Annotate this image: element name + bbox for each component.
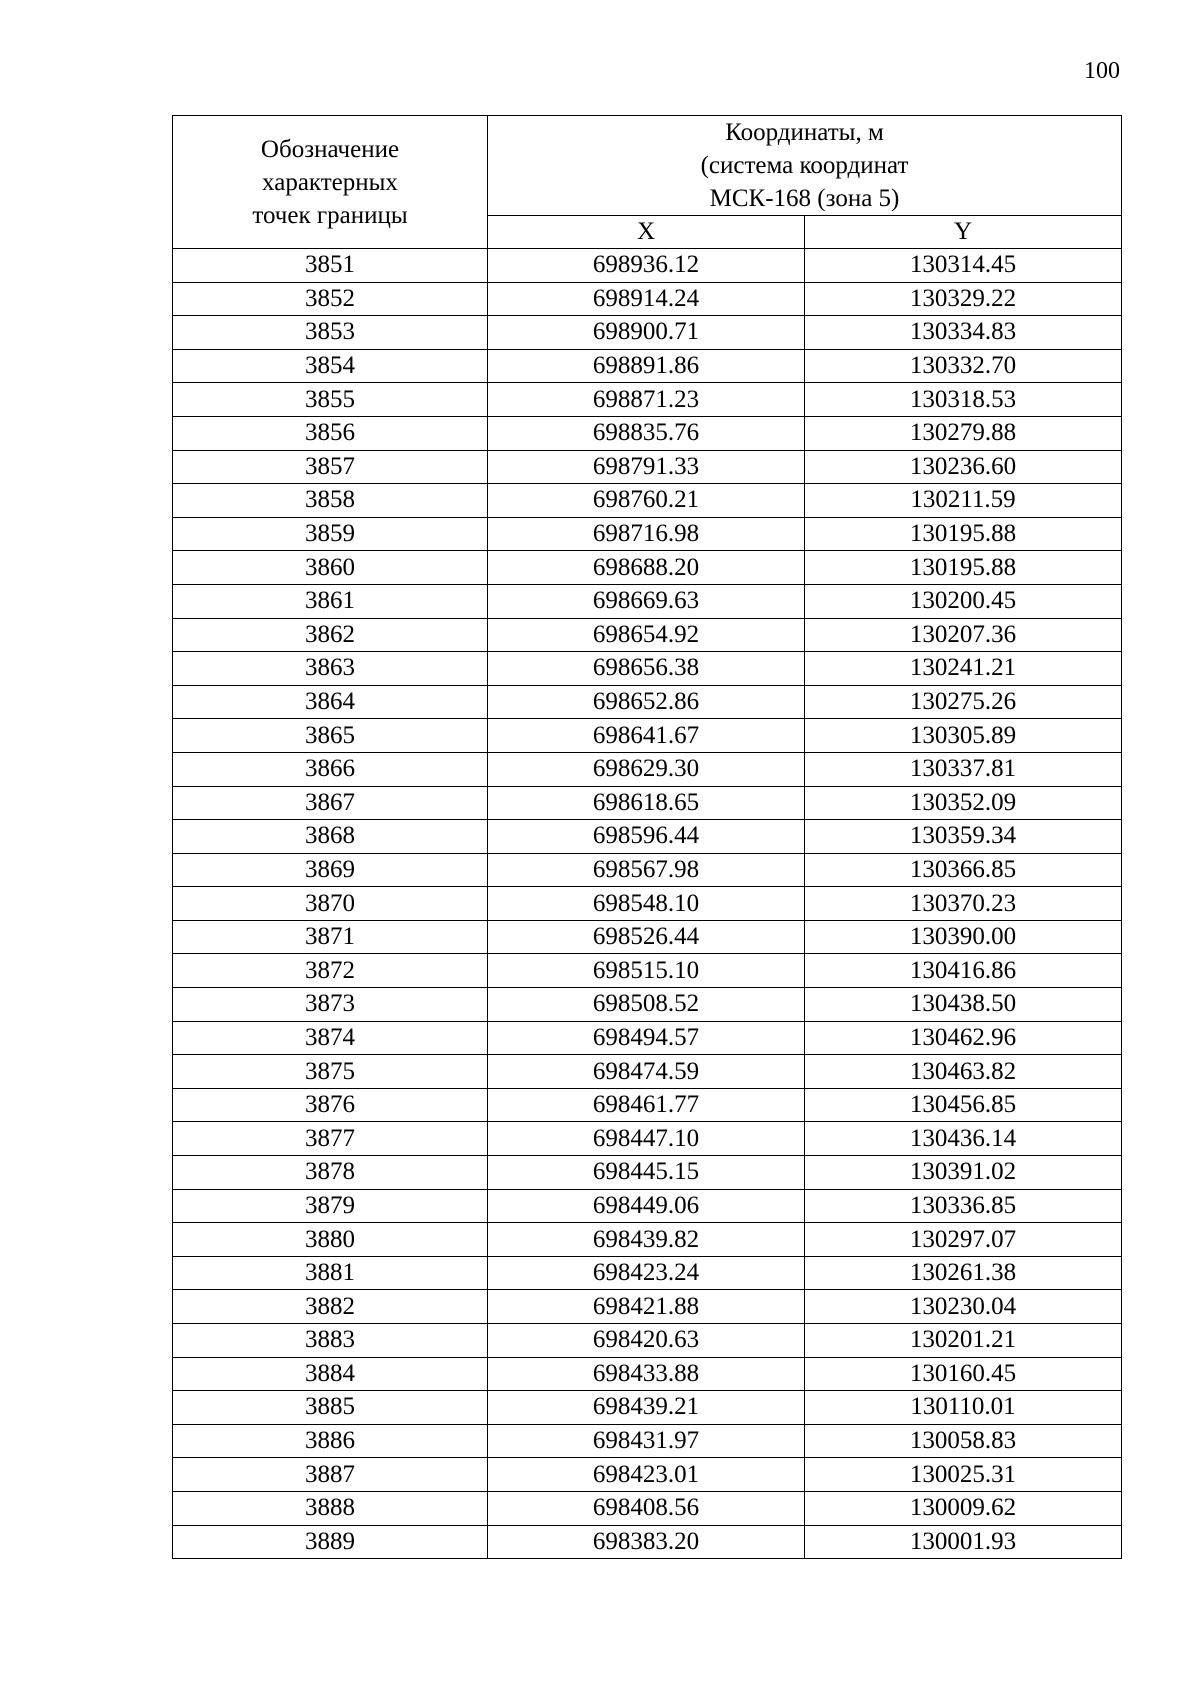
cell-y: 130329.22 [805, 282, 1122, 316]
cell-point: 3876 [173, 1088, 488, 1122]
table-row [173, 652, 1122, 686]
cell-point: 3881 [173, 1256, 488, 1290]
cell-point: 3877 [173, 1122, 488, 1156]
cell-x: 698526.44 [488, 920, 805, 954]
cell-point: 3867 [173, 786, 488, 820]
cell-y: 130366.85 [805, 853, 1122, 887]
header-x: X [488, 216, 805, 249]
cell-y: 130200.45 [805, 584, 1122, 618]
cell-point: 3888 [173, 1491, 488, 1525]
cell-x: 698449.06 [488, 1189, 805, 1223]
header-coordinates-text: Координаты, м (система координат МСК-168 (зона 5) [700, 119, 909, 212]
cell-y: 130279.88 [805, 416, 1122, 450]
cell-x: 698567.98 [488, 853, 805, 887]
cell-point: 3872 [173, 954, 488, 988]
cell-x: 698383.20 [488, 1525, 805, 1559]
table-row [173, 1122, 1122, 1156]
table-body [173, 249, 1122, 1559]
cell-y: 130463.82 [805, 1055, 1122, 1089]
cell-point: 3869 [173, 853, 488, 887]
cell-point: 3875 [173, 1055, 488, 1089]
cell-x: 698900.71 [488, 316, 805, 350]
cell-y: 130201.21 [805, 1324, 1122, 1358]
cell-point: 3862 [173, 618, 488, 652]
table-row [173, 786, 1122, 820]
cell-point: 3870 [173, 887, 488, 921]
cell-x: 698433.88 [488, 1357, 805, 1391]
cell-x: 698629.30 [488, 752, 805, 786]
cell-x: 698596.44 [488, 820, 805, 854]
cell-y: 130195.88 [805, 517, 1122, 551]
cell-y: 130436.14 [805, 1122, 1122, 1156]
table-row [173, 1424, 1122, 1458]
cell-y: 130332.70 [805, 349, 1122, 383]
cell-point: 3851 [173, 249, 488, 283]
table-row [173, 584, 1122, 618]
table-row [173, 1189, 1122, 1223]
header-point-designation-text: Обозначение характерных точек границы [252, 135, 408, 229]
cell-point: 3883 [173, 1324, 488, 1358]
cell-x: 698494.57 [488, 1021, 805, 1055]
cell-point: 3858 [173, 484, 488, 518]
cell-y: 130390.00 [805, 920, 1122, 954]
cell-x: 698423.24 [488, 1256, 805, 1290]
cell-y: 130236.60 [805, 450, 1122, 484]
cell-x: 698421.88 [488, 1290, 805, 1324]
cell-y: 130211.59 [805, 484, 1122, 518]
cell-point: 3861 [173, 584, 488, 618]
cell-point: 3874 [173, 1021, 488, 1055]
cell-x: 698439.21 [488, 1391, 805, 1425]
cell-x: 698936.12 [488, 249, 805, 283]
cell-x: 698760.21 [488, 484, 805, 518]
table-row [173, 618, 1122, 652]
cell-point: 3880 [173, 1223, 488, 1257]
table-row [173, 1256, 1122, 1290]
header-y: Y [805, 216, 1122, 249]
cell-x: 698548.10 [488, 887, 805, 921]
cell-y: 130230.04 [805, 1290, 1122, 1324]
header-coordinates [488, 116, 1122, 216]
cell-x: 698447.10 [488, 1122, 805, 1156]
cell-x: 698791.33 [488, 450, 805, 484]
cell-y: 130305.89 [805, 719, 1122, 753]
page-number: 100 [1084, 58, 1120, 84]
cell-x: 698835.76 [488, 416, 805, 450]
cell-x: 698474.59 [488, 1055, 805, 1089]
cell-point: 3878 [173, 1156, 488, 1190]
table-row [173, 752, 1122, 786]
cell-point: 3871 [173, 920, 488, 954]
cell-y: 130001.93 [805, 1525, 1122, 1559]
cell-x: 698891.86 [488, 349, 805, 383]
table-row [173, 450, 1122, 484]
table-row [173, 1458, 1122, 1492]
table-row [173, 853, 1122, 887]
cell-x: 698716.98 [488, 517, 805, 551]
cell-x: 698618.65 [488, 786, 805, 820]
cell-x: 698515.10 [488, 954, 805, 988]
table-row [173, 517, 1122, 551]
table-row [173, 1525, 1122, 1559]
cell-y: 130009.62 [805, 1491, 1122, 1525]
cell-point: 3863 [173, 652, 488, 686]
cell-point: 3887 [173, 1458, 488, 1492]
table-row [173, 1324, 1122, 1358]
cell-point: 3866 [173, 752, 488, 786]
cell-y: 130334.83 [805, 316, 1122, 350]
cell-y: 130416.86 [805, 954, 1122, 988]
cell-y: 130025.31 [805, 1458, 1122, 1492]
table-row [173, 1088, 1122, 1122]
table-row [173, 249, 1122, 283]
cell-point: 3864 [173, 685, 488, 719]
table-row [173, 416, 1122, 450]
cell-y: 130241.21 [805, 652, 1122, 686]
table-row [173, 1021, 1122, 1055]
cell-point: 3860 [173, 551, 488, 585]
cell-point: 3855 [173, 383, 488, 417]
cell-point: 3882 [173, 1290, 488, 1324]
cell-y: 130352.09 [805, 786, 1122, 820]
cell-y: 130438.50 [805, 988, 1122, 1022]
cell-y: 130275.26 [805, 685, 1122, 719]
cell-x: 698641.67 [488, 719, 805, 753]
cell-point: 3865 [173, 719, 488, 753]
table-row [173, 282, 1122, 316]
cell-y: 130314.45 [805, 249, 1122, 283]
cell-x: 698654.92 [488, 618, 805, 652]
cell-x: 698445.15 [488, 1156, 805, 1190]
table-row [173, 820, 1122, 854]
cell-y: 130207.36 [805, 618, 1122, 652]
cell-y: 130261.38 [805, 1256, 1122, 1290]
table-row [173, 719, 1122, 753]
cell-x: 698652.86 [488, 685, 805, 719]
table-row [173, 954, 1122, 988]
table-row [173, 988, 1122, 1022]
cell-point: 3854 [173, 349, 488, 383]
table-row [173, 316, 1122, 350]
cell-point: 3889 [173, 1525, 488, 1559]
table-row [173, 484, 1122, 518]
cell-x: 698420.63 [488, 1324, 805, 1358]
table-row [173, 685, 1122, 719]
cell-y: 130160.45 [805, 1357, 1122, 1391]
cell-x: 698423.01 [488, 1458, 805, 1492]
cell-x: 698508.52 [488, 988, 805, 1022]
table-row [173, 1357, 1122, 1391]
table-row [173, 551, 1122, 585]
cell-y: 130456.85 [805, 1088, 1122, 1122]
cell-x: 698871.23 [488, 383, 805, 417]
cell-x: 698669.63 [488, 584, 805, 618]
table-row [173, 383, 1122, 417]
cell-x: 698408.56 [488, 1491, 805, 1525]
cell-x: 698914.24 [488, 282, 805, 316]
table-row [173, 920, 1122, 954]
cell-point: 3856 [173, 416, 488, 450]
cell-y: 130195.88 [805, 551, 1122, 585]
cell-point: 3868 [173, 820, 488, 854]
cell-y: 130370.23 [805, 887, 1122, 921]
cell-y: 130058.83 [805, 1424, 1122, 1458]
cell-y: 130110.01 [805, 1391, 1122, 1425]
cell-y: 130462.96 [805, 1021, 1122, 1055]
table-row [173, 1156, 1122, 1190]
cell-point: 3879 [173, 1189, 488, 1223]
cell-x: 698461.77 [488, 1088, 805, 1122]
coordinates-table [172, 115, 1122, 1559]
cell-point: 3859 [173, 517, 488, 551]
cell-point: 3857 [173, 450, 488, 484]
table-row [173, 1055, 1122, 1089]
cell-point: 3884 [173, 1357, 488, 1391]
table-row [173, 1391, 1122, 1425]
cell-point: 3853 [173, 316, 488, 350]
cell-x: 698431.97 [488, 1424, 805, 1458]
cell-point: 3852 [173, 282, 488, 316]
cell-y: 130359.34 [805, 820, 1122, 854]
cell-y: 130391.02 [805, 1156, 1122, 1190]
cell-x: 698439.82 [488, 1223, 805, 1257]
cell-point: 3886 [173, 1424, 488, 1458]
cell-point: 3873 [173, 988, 488, 1022]
header-point-designation [173, 116, 488, 249]
cell-x: 698656.38 [488, 652, 805, 686]
cell-y: 130318.53 [805, 383, 1122, 417]
table-row [173, 1491, 1122, 1525]
cell-y: 130337.81 [805, 752, 1122, 786]
table-row [173, 1223, 1122, 1257]
cell-point: 3885 [173, 1391, 488, 1425]
table-header-row [173, 116, 1122, 216]
cell-x: 698688.20 [488, 551, 805, 585]
table-row [173, 349, 1122, 383]
cell-y: 130297.07 [805, 1223, 1122, 1257]
table-row [173, 1290, 1122, 1324]
table-row [173, 887, 1122, 921]
cell-y: 130336.85 [805, 1189, 1122, 1223]
